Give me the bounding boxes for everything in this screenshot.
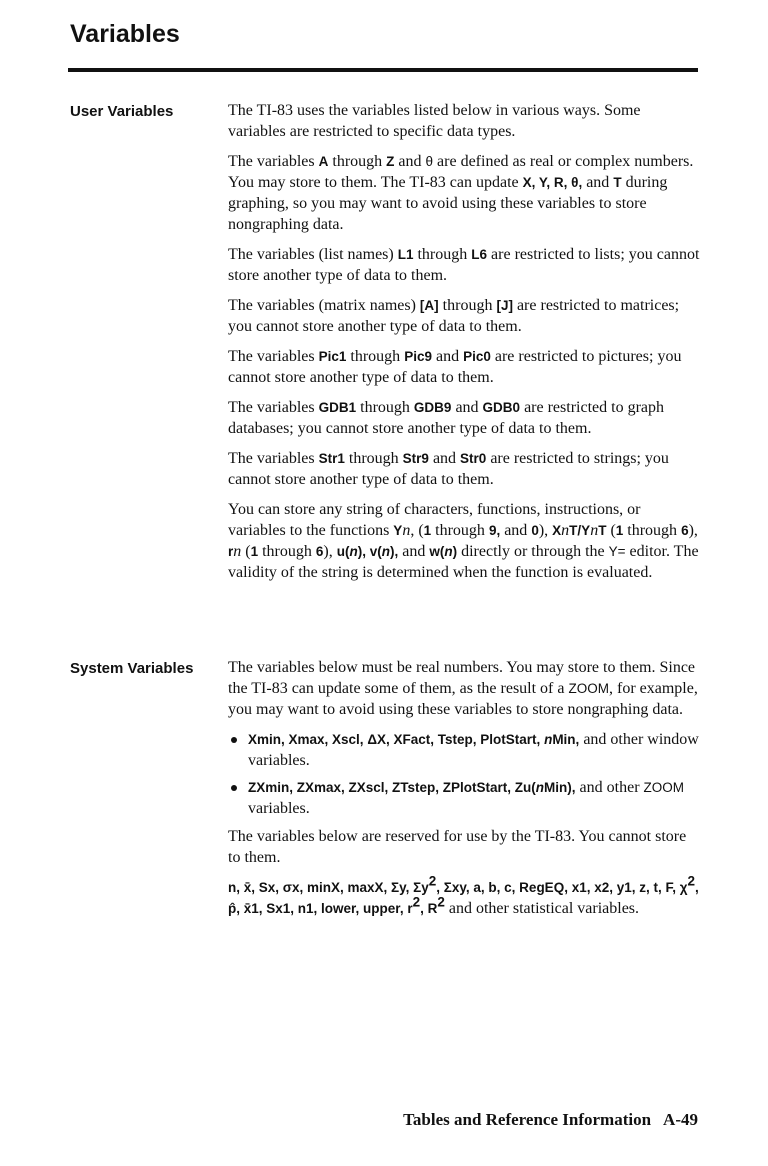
window-variables-list	[228, 729, 702, 819]
system-variables-body	[228, 657, 702, 928]
system-variables-heading: System Variables	[70, 660, 194, 677]
paragraph: The variables Str1 through Str9 and Str0 are restricted to strings; you cannot store another type of data to them.	[228, 450, 669, 488]
reserved-variables-list: n, x̄, Sx, σx, minX, maxX, Σy, $\Sigma y^2$, Σxy, a, b, c, RegEQ, x1, x2, y1, z, t, F, $\chi^2$, p̂, x̄1, Sx1, n1, lower, upper, $r^2$, $R^2$ and other statistical variables.	[228, 873, 699, 917]
paragraph: The variables A through Z and θ are defined as real or complex numbers. You may store to them. The TI-83 can update X, Y, R, θ, and T during graphing, so you may want to avoid using these variables to store nongraphing data.	[228, 153, 694, 233]
paragraph: The variables below are reserved for use by the TI-83. You cannot store to them.	[228, 828, 687, 866]
list-item: ZXmin, ZXmax, ZXscl, ZTstep, ZPlotStart, Zu(nMin), and other ZOOM variables.	[228, 777, 702, 819]
paragraph: The variables (matrix names) [A] through [J] are restricted to matrices; you cannot store another type of data to them.	[228, 297, 680, 335]
title-rule	[68, 68, 698, 72]
list-item: Xmin, Xmax, Xscl, ΔX, XFact, Tstep, PlotStart, nMin, and other window variables.	[228, 729, 702, 771]
footer-section-title: Tables and Reference Information	[403, 1110, 652, 1129]
paragraph: The variables GDB1 through GDB9 and GDB0 are restricted to graph databases; you cannot store another type of data to them.	[228, 399, 664, 437]
paragraph: The variables (list names) L1 through L6 are restricted to lists; you cannot store another type of data to them.	[228, 246, 700, 284]
paragraph: The variables below must be real numbers. You may store to them. Since the TI-83 can update some of them, as the result of a ZOOM, for example, you may want to avoid using these variables to store nongraphing data.	[228, 659, 698, 718]
user-variables-heading: User Variables	[70, 103, 174, 120]
page-number: A-49	[663, 1110, 698, 1129]
paragraph: You can store any string of characters, functions, instructions, or variables to the functions Yn, (1 through 9, and 0), XnT/YnT (1 through 6), rn (1 through 6), u(n), v(n), and w(n) directly or through the Y= editor. The validity of the string is determined when the function is evaluated.	[228, 501, 699, 581]
user-variables-body	[228, 100, 702, 592]
paragraph: The variables Pic1 through Pic9 and Pic0 are restricted to pictures; you cannot store another type of data to them.	[228, 348, 682, 386]
page-title: Variables	[70, 20, 180, 48]
paragraph: The TI-83 uses the variables listed below in various ways. Some variables are restricted to specific data types.	[228, 102, 641, 140]
page-footer	[403, 1110, 698, 1130]
